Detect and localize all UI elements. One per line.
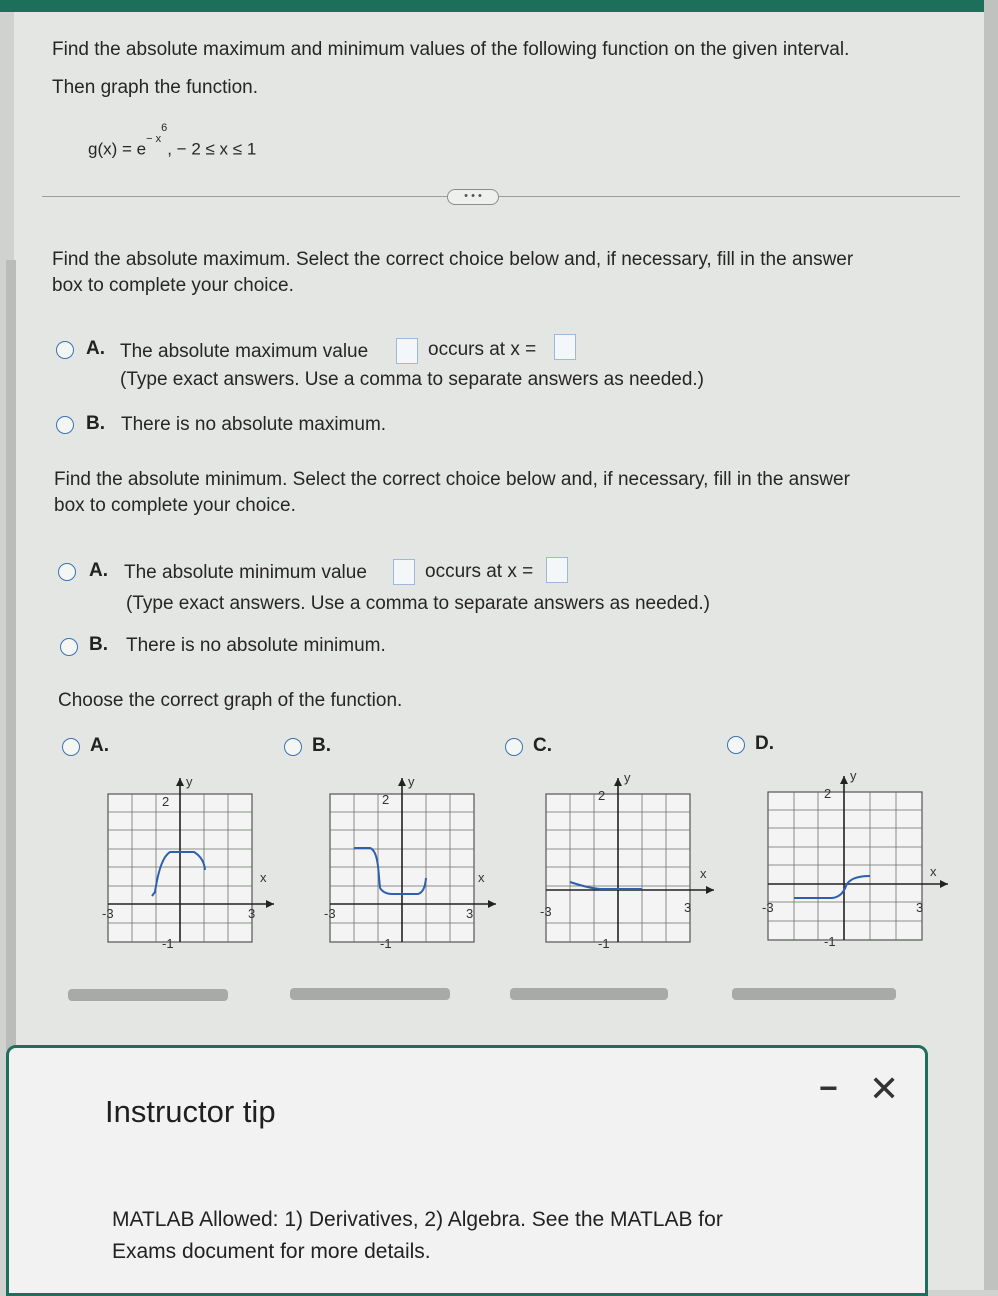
- graph-d-x-right: 3: [916, 900, 924, 915]
- max-prompt-line-1: Find the absolute maximum. Select the correct choice below and, if necessary, fill in the answer: [52, 249, 854, 270]
- graph-a[interactable]: [100, 770, 280, 950]
- graph-c-y-tick: 2: [598, 788, 606, 803]
- graph-choice-b-letter: B.: [312, 735, 331, 756]
- graph-a-y-bottom: -1: [162, 936, 174, 950]
- min-choice-a-text: The absolute minimum value: [124, 562, 367, 583]
- graph-b-y-arrow: [398, 778, 406, 786]
- max-choice-b-letter: B.: [86, 413, 105, 434]
- graph-a-x-left: -3: [102, 906, 114, 921]
- graph-b-x-left: -3: [324, 906, 336, 921]
- instructor-tip-panel: [6, 1045, 928, 1296]
- question-line-1: Find the absolute maximum and minimum values of the following function on the given interval.: [52, 39, 850, 60]
- max-x-input[interactable]: [554, 334, 576, 360]
- graph-b-y-bottom: -1: [380, 936, 392, 950]
- close-icon[interactable]: ✕: [869, 1068, 900, 1109]
- more-button[interactable]: • • •: [447, 189, 499, 205]
- max-choice-b-radio[interactable]: [56, 416, 74, 434]
- min-value-input[interactable]: [393, 559, 415, 585]
- graph-b-x-label: x: [478, 870, 485, 885]
- graph-c[interactable]: [538, 770, 718, 950]
- question-line-2: Then graph the function.: [52, 77, 258, 98]
- graph-c-y-label: y: [624, 770, 631, 785]
- graph-a-x-arrow: [266, 900, 274, 908]
- max-value-input[interactable]: [396, 338, 418, 364]
- graph-d-x-arrow: [940, 880, 948, 888]
- section-divider: [42, 196, 960, 197]
- min-choice-b-radio[interactable]: [60, 638, 78, 656]
- graph-choice-a-letter: A.: [90, 735, 109, 756]
- graph-d-x-left: -3: [762, 900, 774, 915]
- graph-b-x-right: 3: [466, 906, 474, 921]
- graph-a-y-label: y: [186, 774, 193, 789]
- graph-b-y-label: y: [408, 774, 415, 789]
- min-choice-a-hint: (Type exact answers. Use a comma to separate answers as needed.): [126, 593, 710, 614]
- graph-a-scrollbar[interactable]: [68, 989, 228, 1001]
- graph-choice-c-radio[interactable]: [505, 738, 523, 756]
- graph-choice-d-letter: D.: [755, 733, 774, 754]
- instructor-tip-body: MATLAB Allowed: 1) Derivatives, 2) Algebra. See the MATLAB for Exams document for more details.: [112, 1208, 723, 1263]
- graph-b-x-arrow: [488, 900, 496, 908]
- graph-c-x-label: x: [700, 866, 707, 881]
- max-choice-a-occurs: occurs at x =: [428, 339, 537, 360]
- instructor-tip-title: Instructor tip: [105, 1094, 276, 1129]
- max-prompt-line-2: box to complete your choice.: [52, 275, 294, 296]
- min-x-input[interactable]: [546, 557, 568, 583]
- graph-a-x-right: 3: [248, 906, 256, 921]
- min-choice-a-letter: A.: [89, 560, 108, 581]
- min-choice-b-text: There is no absolute minimum.: [126, 635, 386, 656]
- graph-d-x-label: x: [930, 864, 937, 879]
- graph-choice-c-letter: C.: [533, 735, 552, 756]
- minimize-icon[interactable]: −: [819, 1070, 838, 1106]
- graph-a-x-label: x: [260, 870, 267, 885]
- min-choice-b-letter: B.: [89, 634, 108, 655]
- function-exp-base: − x: [146, 132, 162, 145]
- graph-d-scrollbar[interactable]: [732, 988, 896, 1000]
- max-choice-a-radio[interactable]: [56, 341, 74, 359]
- graph-choice-d-radio[interactable]: [727, 736, 745, 754]
- graph-d-frame: [768, 792, 922, 940]
- graph-d-y-bottom: -1: [824, 934, 836, 948]
- max-choice-a-hint: (Type exact answers. Use a comma to separate answers as needed.): [120, 369, 704, 390]
- graph-a-y-tick: 2: [162, 794, 170, 809]
- graph-b[interactable]: [322, 770, 502, 950]
- max-choice-b-text: There is no absolute maximum.: [121, 414, 387, 435]
- min-choice-a-occurs: occurs at x =: [425, 561, 534, 582]
- graph-c-y-bottom: -1: [598, 936, 610, 950]
- top-app-bar: [0, 0, 998, 12]
- function-interval: , − 2 ≤ x ≤ 1: [167, 139, 257, 159]
- function-exp-power: 6: [161, 122, 168, 134]
- graph-d[interactable]: [762, 768, 952, 948]
- max-choice-a-letter: A.: [86, 338, 105, 359]
- graph-d-y-tick: 2: [824, 786, 832, 801]
- graph-prompt: Choose the correct graph of the function.: [58, 690, 403, 711]
- graph-choice-b-radio[interactable]: [284, 738, 302, 756]
- function-lhs: g(x) = e: [88, 139, 147, 159]
- graph-c-scrollbar[interactable]: [510, 988, 668, 1000]
- min-prompt-line-1: Find the absolute minimum. Select the correct choice below and, if necessary, fill in the answer: [54, 469, 850, 490]
- graph-d-y-label: y: [850, 768, 857, 783]
- graph-b-scrollbar[interactable]: [290, 988, 450, 1000]
- max-choice-a-text: The absolute maximum value: [120, 341, 369, 362]
- graph-c-x-arrow: [706, 886, 714, 894]
- window-edge: [984, 0, 998, 1290]
- left-scroll-track[interactable]: [6, 260, 16, 1050]
- function-formula: [88, 122, 257, 161]
- min-prompt-line-2: box to complete your choice.: [54, 495, 296, 516]
- graph-c-x-right: 3: [684, 900, 692, 915]
- graph-a-y-arrow: [176, 778, 184, 786]
- graph-d-y-arrow: [840, 776, 848, 784]
- graph-choice-a-radio[interactable]: [62, 738, 80, 756]
- function-exponent: [146, 122, 168, 145]
- graph-c-y-arrow: [614, 778, 622, 786]
- graph-b-y-tick: 2: [382, 792, 390, 807]
- graph-c-x-left: -3: [540, 904, 552, 919]
- min-choice-a-radio[interactable]: [58, 563, 76, 581]
